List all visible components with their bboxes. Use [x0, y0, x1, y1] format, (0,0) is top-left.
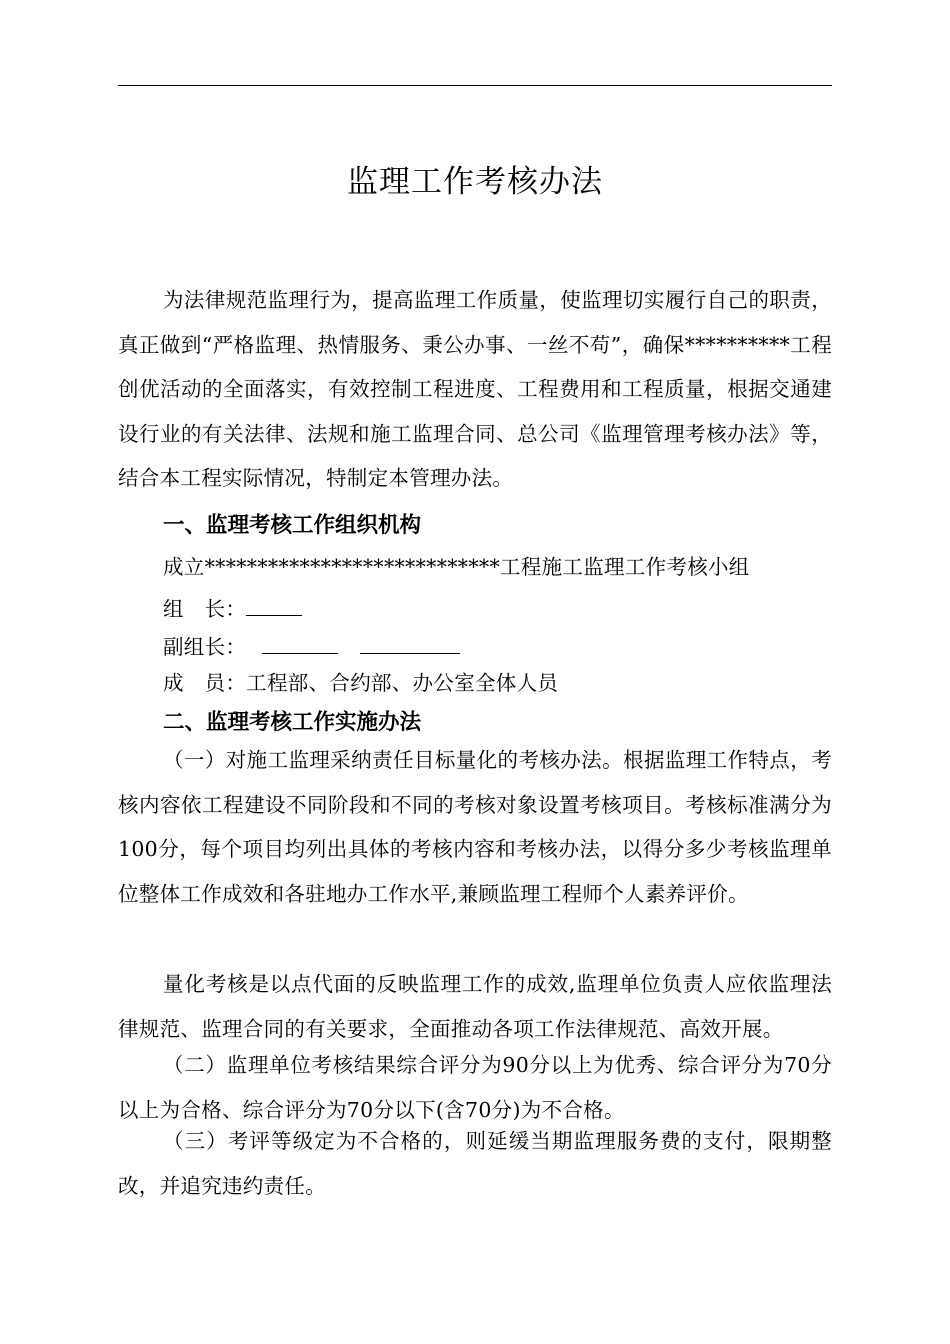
- leader-line: [163, 592, 302, 622]
- leader-blank: [246, 597, 302, 616]
- deputy-label: 副组长：: [163, 635, 247, 659]
- section1-heading: 一、监理考核工作组织机构: [163, 513, 422, 538]
- members-line: 成 员：工程部、合约部、办公室全体人员: [163, 671, 559, 695]
- establish-line: 成立****************************工程施工监理工作考核小组: [163, 555, 750, 579]
- section2-paragraph-4: （三）考评等级定为不合格的，则延缓当期监理服务费的支付，限期整改，并追究违约责任。: [118, 1129, 832, 1198]
- leader-label: 组 长：: [163, 597, 247, 621]
- deputy-blank-1: [262, 635, 338, 654]
- section2-paragraph-1: （一）对施工监理采纳责任目标量化的考核办法。根据监理工作特点，考核内容依工程建设不同阶段和不同的考核对象设置考核项目。考核标准满分为100分，每个项目均列出具体的考核内容和考核办法，以得分多少考核监理单位整体工作成效和各驻地办工作水平,兼顾监理工程师个人素养评价。: [118, 748, 832, 906]
- document-title: 监理工作考核办法: [347, 164, 603, 200]
- section2-paragraph-2: 量化考核是以点代面的反映监理工作的成效,监理单位负责人应依监理法律规范、监理合同的有关要求，全面推动各项工作法律规范、高效开展。: [118, 972, 832, 1041]
- section2-paragraph-3: （二）监理单位考核结果综合评分为90分以上为优秀、综合评分为70分以上为合格、综合评分为70分以下(含70分)为不合格。: [118, 1053, 832, 1122]
- deputy-blank-2: [360, 635, 460, 654]
- section2-heading: 二、监理考核工作实施办法: [163, 710, 422, 735]
- header-rule: [118, 85, 832, 86]
- intro-paragraph: 为法律规范监理行为，提高监理工作质量，使监理切实履行自己的职责，真正做到“严格监理、热情服务、秉公办事、一丝不苟”，确保**********工程创优活动的全面落实，有效控制工程进度、工程费用和工程质量，根据交通建设行业的有关法律、法规和施工监理合同、总公司《监理管理考核办法》等，结合本工程实际情况，特制定本管理办法。: [118, 288, 832, 490]
- deputy-line: [163, 630, 460, 660]
